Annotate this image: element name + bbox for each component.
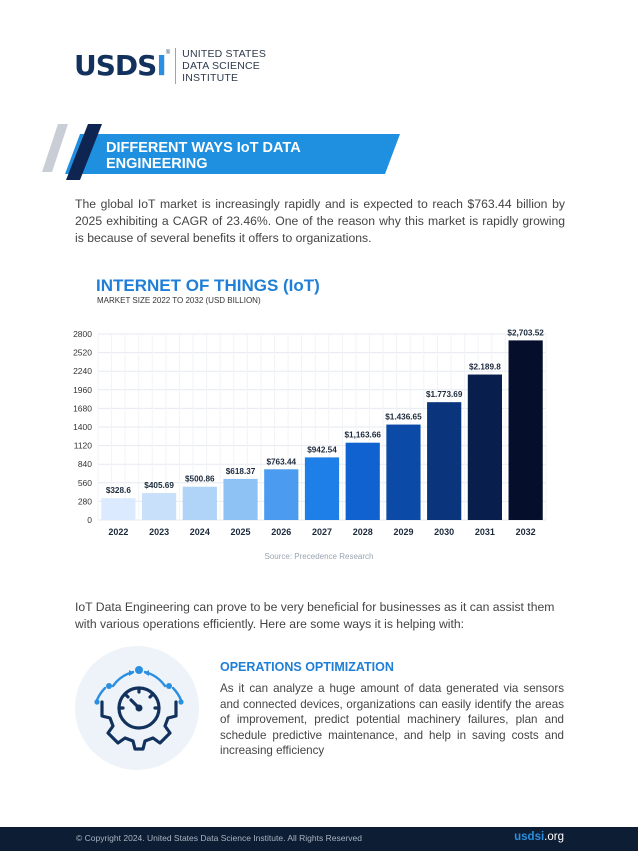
footer-website-link[interactable] — [514, 831, 564, 843]
bar — [101, 498, 135, 520]
bar — [346, 443, 380, 520]
bar — [142, 493, 176, 520]
y-tick-label: 280 — [77, 496, 92, 507]
gear-gauge-icon — [75, 646, 199, 770]
bar-value-label: $1.773.69 — [425, 390, 463, 400]
banner-title-line-1: DIFFERENT WAYS IoT DATA ENGINEERING — [106, 140, 301, 172]
x-tick-label: 2030 — [434, 527, 455, 537]
x-tick-label: 2029 — [393, 527, 414, 537]
y-tick-label: 560 — [77, 477, 92, 488]
chart-source: Source: Precedence Research — [264, 552, 374, 561]
intro-paragraph: The global IoT market is increasingly rapidly and is expected to reach $763.44 billion by 2025 exhibiting a CAGR of 23.46%. One of the reason why this market is rapidly growing is because of several benefits it offers to organizations. — [75, 197, 565, 245]
footer — [0, 827, 638, 851]
bar-value-label: $500.86 — [185, 474, 215, 484]
footer-url-highlight: usdsi — [514, 831, 545, 843]
bar-value-label: $405.69 — [144, 481, 174, 491]
y-tick-label: 2520 — [73, 347, 92, 358]
bar-value-label: $942.54 — [307, 445, 337, 455]
y-tick-label: 1120 — [73, 440, 92, 451]
logo-line-3: INSTITUTE — [182, 72, 239, 84]
x-tick-label: 2022 — [108, 527, 129, 537]
bar-value-label: $1,163.66 — [344, 430, 381, 440]
x-tick-label: 2026 — [271, 527, 292, 537]
y-tick-label: 1960 — [73, 384, 92, 395]
bar — [223, 479, 257, 520]
bar — [427, 402, 461, 520]
bar-value-label: $763.44 — [266, 457, 297, 467]
y-tick-label: 2800 — [73, 329, 92, 339]
x-tick-label: 2024 — [189, 527, 210, 537]
bar-value-label: $618.37 — [225, 466, 256, 476]
banner-title-line-2: CAN HELP ORGANIZATIONS — [106, 172, 305, 188]
section-title: OPERATIONS OPTIMIZATION — [220, 660, 394, 674]
body-paragraph: IoT Data Engineering can prove to be very beneficial for businesses as it can assist them with various operations efficiently. Here are some ways it is helping with: — [75, 600, 555, 631]
x-tick-label: 2023 — [149, 527, 170, 537]
bar-value-label: $2,703.52 — [507, 328, 544, 338]
section-banner — [40, 124, 400, 188]
banner-stripe-gray — [42, 124, 68, 172]
x-tick-label: 2028 — [352, 527, 373, 537]
operations-icon-wrap — [75, 646, 199, 775]
x-tick-label: 2032 — [515, 527, 536, 537]
y-tick-label: 1680 — [73, 403, 92, 414]
bar-chart — [60, 320, 560, 546]
logo-mark-accent: I — [156, 49, 166, 82]
y-tick-label: 0 — [87, 515, 92, 525]
logo-line-1: UNITED STATES — [182, 48, 267, 60]
chart-subtitle: MARKET SIZE 2022 TO 2032 (USD BILLION) — [97, 296, 261, 305]
section-text: As it can analyze a huge amount of data generated via sensors and connected devices, organizations can easily identify the areas of improvement, predict potential machinery failures, plan and schedule predictive maintenance, and help in saving costs and increasing efficiency — [220, 682, 564, 758]
logo-mark — [74, 49, 166, 82]
registered-mark: ® — [165, 50, 171, 56]
bar — [386, 425, 420, 520]
y-tick-label: 840 — [77, 459, 92, 470]
logo-line-2: DATA SCIENCE — [182, 60, 261, 72]
bar — [183, 487, 217, 520]
usdsi-logo — [74, 48, 266, 84]
chart-title: INTERNET OF THINGS (IoT) — [96, 276, 320, 295]
bar — [305, 457, 339, 520]
logo-wordmark — [182, 48, 266, 84]
bar-value-label: $1.436.65 — [385, 412, 422, 422]
bar — [264, 469, 298, 520]
x-tick-label: 2025 — [230, 527, 251, 537]
x-tick-label: 2031 — [474, 527, 495, 537]
bar — [468, 375, 502, 520]
footer-copyright: © Copyright 2024. United States Data Science Institute. All Rights Reserved — [76, 833, 362, 843]
y-tick-label: 2240 — [73, 366, 92, 377]
y-tick-label: 1400 — [73, 422, 92, 432]
x-tick-label: 2027 — [311, 527, 333, 537]
bar-value-label: $328.6 — [105, 486, 131, 496]
logo-divider — [175, 48, 176, 84]
banner-title — [106, 140, 400, 188]
bar-value-label: $2.189.8 — [468, 362, 501, 372]
bar — [509, 340, 543, 520]
footer-url-rest: .org — [544, 831, 564, 843]
logo-mark-main: USDS — [74, 49, 157, 82]
